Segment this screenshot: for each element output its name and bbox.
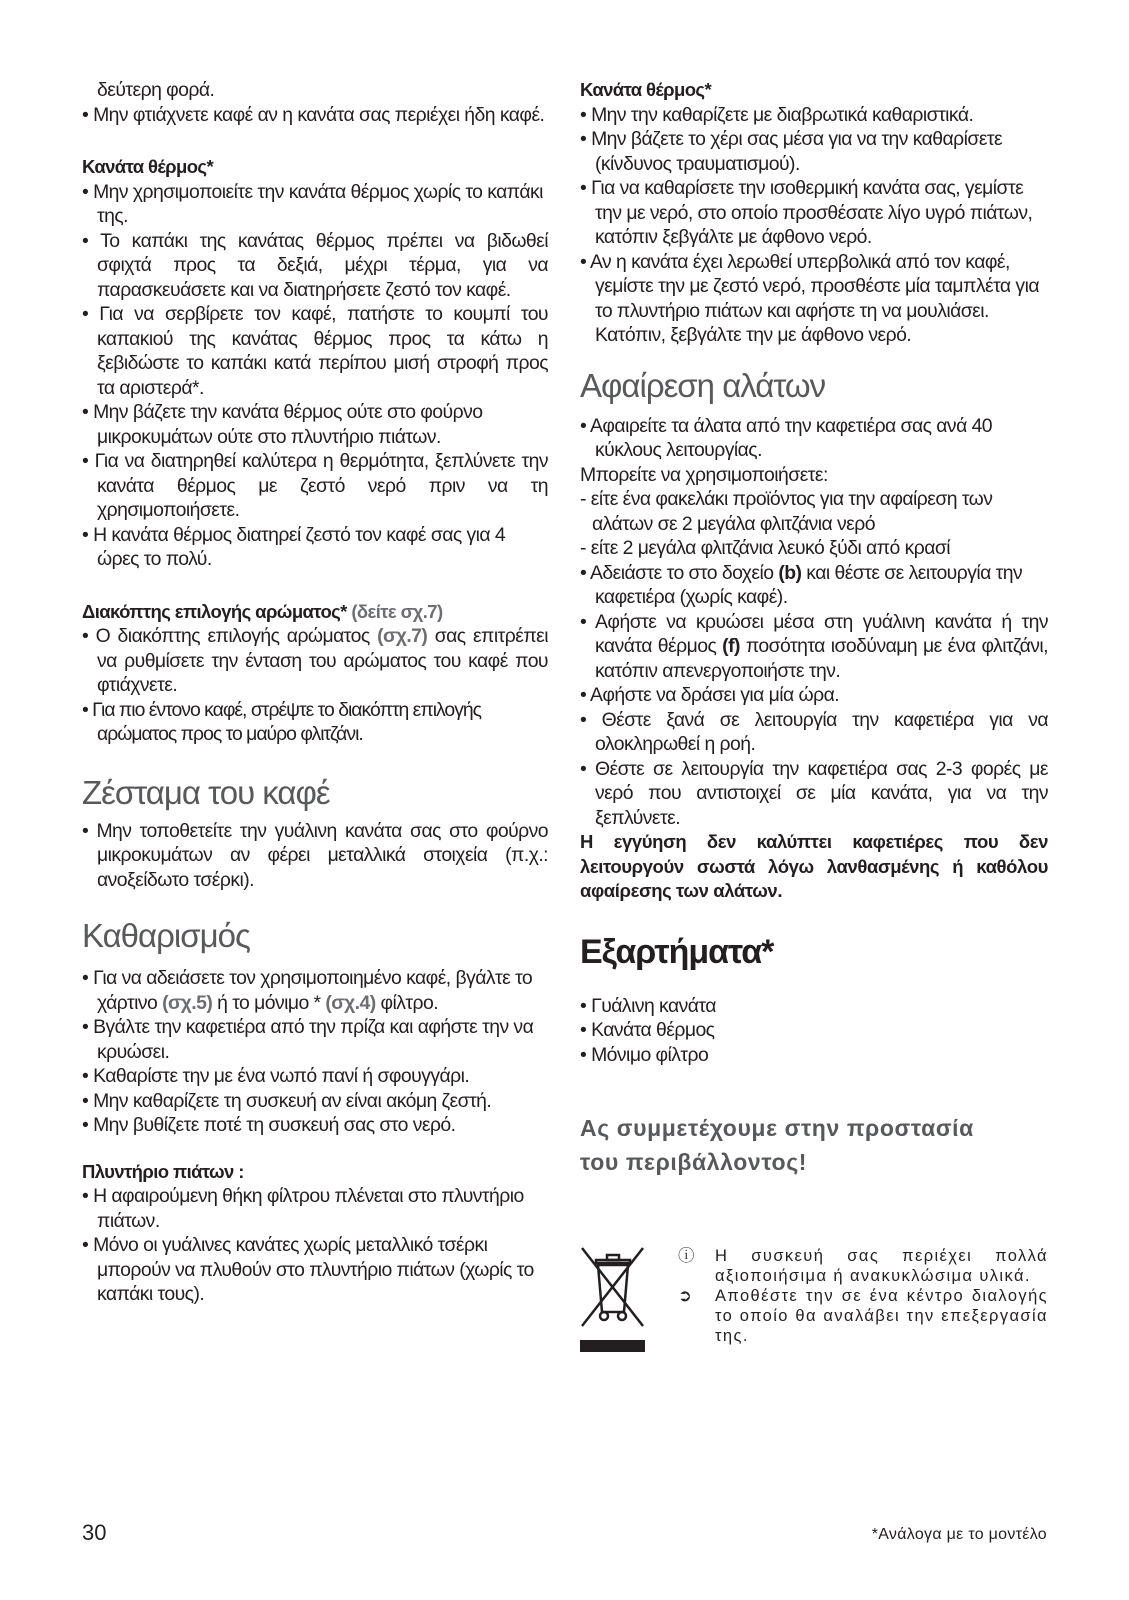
environment-item (678, 1246, 1048, 1286)
figure-ref: (σχ.5) (162, 991, 213, 1014)
bullet: • Για να καθαρίσετε την ισοθερμική κανάτα σας, γεμίστε την με νερό, στο οποίο προσθέσατε λίγο υγρό πιάτων, κατόπιν ξεβγάλτε με άφθονο νερό. (580, 177, 1033, 248)
bullet: • Μόνο οι γυάλινες κανάτες χωρίς μεταλλικό τσέρκι μπορούν να πλυθούν στο πλυντήριο πιάτων (χωρίς το καπάκι τους). (82, 1234, 534, 1305)
bullet: • Αν η κανάτα έχει λερωθεί υπερβολικά από τον καφέ, γεμίστε την με ζεστό νερό, προσθέστε μία ταμπλέτα για το πλυντήριο πιάτων και αφήστε τη να μουλιάσει. Κατόπιν, ξεβγάλτε την με άφθονο νερό. (580, 250, 1039, 346)
accessories-heading: Εξαρτήματα* (580, 932, 774, 971)
text: ποσότητα ισοδύναμη με ένα φλιτζάνι, κατόπιν απενεργοποιήστε την. (595, 635, 1048, 682)
warranty-note: Η εγγύηση δεν καλύπτει καφετιέρες που δεν λειτουργούν σωστά λόγω λανθασμένης ή καθόλου αφαίρεσης των αλάτων. (580, 831, 1048, 901)
clean-heading: Καθαρισμός (82, 917, 250, 954)
crossed-bin-icon (580, 1246, 645, 1356)
footnote: *Ανάλογα με το μοντέλο (871, 1526, 1047, 1543)
text: • Ο διακόπτης επιλογής αρώματος (82, 625, 378, 647)
bullet: • Για να διατηρηθεί καλύτερα η θερμότητα, ξεπλύνετε την κανάτα θέρμος με ζεστό νερό πριν να τη χρησιμοποιήσετε. (82, 450, 548, 521)
info-icon: ⓘ (678, 1247, 696, 1265)
dash-item: - είτε ένα φακελάκι προϊόντος για την αφαίρεση των αλάτων σε 2 μεγάλα φλιτζάνια νερό (580, 488, 993, 535)
paragraph: δεύτερη φορά. (97, 79, 215, 101)
environment-heading-line2: του περιβάλλοντος! (580, 1149, 808, 1175)
bullet: • Μην την καθαρίζετε με διαβρωτικά καθαριστικά. (580, 103, 974, 126)
environment-item-text: Αποθέστε την σε ένα κέντρο διαλογής το οποίο θα αναλάβει την επεξεργασία της. (715, 1287, 1048, 1345)
environment-text (678, 1246, 1048, 1346)
bullet: • Θέστε ξανά σε λειτουργία την καφετιέρα για να ολοκληρωθεί η ροή. (580, 708, 1048, 755)
bullet: • Μην χρησιμοποιείτε την κανάτα θέρμος χωρίς το καπάκι της. (82, 180, 543, 227)
thermos-heading: Κανάτα θέρμος* (82, 156, 214, 177)
text: και θέστε σε λειτουργία την καφετιέρα (χωρίς καφέ). (595, 561, 1023, 608)
aroma-heading-text: Διακόπτης επιλογής αρώματος* (82, 600, 347, 622)
left-column (82, 78, 548, 1307)
environment-heading-line1: Ας συμμετέχουμε στην προστασία (580, 1115, 974, 1141)
accessory-item: • Γυάλινη κανάτα (580, 994, 716, 1017)
bullet: • Θέστε σε λειτουργία την καφετιέρα σας 2-3 φορές με νερό που αντιστοιχεί σε μία κανάτα, για να την ξεπλύνετε. (580, 757, 1048, 829)
text: ή το μόνιμο * (212, 991, 326, 1014)
bullet: • Καθαρίστε την με ένα νωπό πανί ή σφουγγάρι. (82, 1065, 470, 1087)
environment-item-text: Η συσκευή σας περιέχει πολλά αξιοποιήσιμα ή ανακυκλώσιμα υλικά. (715, 1247, 1048, 1285)
right-column (580, 78, 1048, 1179)
text: • Αφήστε να κρυώσει μέσα στη γυάλινη κανάτα ή την κανάτα θέρμος (580, 610, 1048, 657)
thermos-cleaning-heading: Κανάτα θέρμος* (580, 79, 712, 100)
text: φίλτρο. (375, 991, 439, 1014)
part-ref: (f) (722, 635, 740, 657)
text: σας επιτρέπει να ρυθμίσετε την ένταση του αρώματος του καφέ που φτιάχνετε. (97, 625, 549, 696)
warm-heading: Ζέσταμα του καφέ (82, 773, 330, 811)
part-ref: (b) (778, 561, 802, 584)
dishwasher-heading: Πλυντήριο πιάτων : (82, 1160, 244, 1182)
bullet: • Για πιο έντονο καφέ, στρέψτε το διακόπτη επιλογής αρώματος προς το μαύρο φλιτζάνι. (82, 698, 482, 745)
bullet: • Μην βυθίζετε ποτέ τη συσκευή σας στο νερό. (82, 1114, 456, 1136)
bullet (82, 624, 548, 698)
page-number: 30 (82, 1520, 107, 1545)
accessory-item: • Μόνιμο φίλτρο (580, 1043, 709, 1066)
bullet: • Μην τοποθετείτε την γυάλινη κανάτα σας στο φούρνο μικροκυμάτων αν φέρει μεταλλικά στοιχεία (π.χ.: ανοξείδωτο τσέρκι). (82, 819, 548, 891)
bullet (82, 966, 548, 1015)
environment-item (678, 1286, 1048, 1346)
bullet: • Αφήστε να δράσει για μία ώρα. (580, 684, 840, 706)
bullet: • Μην καθαρίζετε τη συσκευή αν είναι ακόμη ζεστή. (82, 1089, 492, 1112)
bullet: • Η αφαιρούμενη θήκη φίλτρου πλένεται στο πλυντήριο πιάτων. (82, 1185, 524, 1232)
figure-ref: (σχ.7) (377, 625, 428, 647)
bullet: • Η κανάτα θέρμος διατηρεί ζεστό τον καφέ σας για 4 ώρες το πολύ. (82, 523, 506, 570)
aroma-heading-ref: (δείτε σχ.7) (351, 600, 443, 622)
bullet: • Για να σερβίρετε τον καφέ, πατήστε το κουμπί του καπακιού της κανάτας θέρμος προς τα κάτω η ξεβιδώστε το καπάκι κατά περίπου μισή στροφή προς τα αριστερά*. (82, 303, 548, 399)
bullet: • Βγάλτε την καφετιέρα από την πρίζα και αφήστε την να κρυώσει. (82, 1016, 534, 1063)
bullet: • Μην φτιάχνετε καφέ αν η κανάτα σας περιέχει ήδη καφέ. (82, 103, 545, 126)
descale-heading: Αφαίρεση αλάτων (580, 366, 826, 404)
bullet (580, 610, 1048, 684)
bullet: • Μην βάζετε το χέρι σας μέσα για να την καθαρίσετε (κίνδυνος τραυματισμού). (580, 128, 1003, 175)
environment-block (580, 1246, 1050, 1356)
bullet: • Αφαιρείτε τα άλατα από την καφετιέρα σας ανά 40 κύκλους λειτουργίας. (580, 414, 993, 461)
arrow-icon: ➲ (678, 1287, 694, 1305)
bullet: • Μην βάζετε την κανάτα θέρμος ούτε στο φούρνο μικροκυμάτων ούτε στο πλυντήριο πιάτων. (82, 401, 483, 448)
bullet: • Το καπάκι της κανάτας θέρμος πρέπει να βιδωθεί σφιχτά προς τα δεξιά, μέχρι τέρμα, για να παρασκευάσετε και να διατηρήσετε ζεστό τον καφέ. (82, 229, 548, 301)
text: • Για να αδειάσετε τον χρησιμοποιημένο καφέ, βγάλτε το χάρτινο (82, 967, 533, 1014)
bullet (580, 561, 1048, 610)
text: • Αδειάστε το στο δοχείο (580, 561, 779, 584)
paragraph: Μπορείτε να χρησιμοποιήσετε: (580, 463, 828, 486)
accessory-item: • Κανάτα θέρμος (580, 1019, 715, 1041)
dash-item: - είτε 2 μεγάλα φλιτζάνια λευκό ξύδι από κρασί (580, 537, 951, 559)
figure-ref: (σχ.4) (325, 991, 376, 1014)
aroma-heading (82, 600, 548, 625)
